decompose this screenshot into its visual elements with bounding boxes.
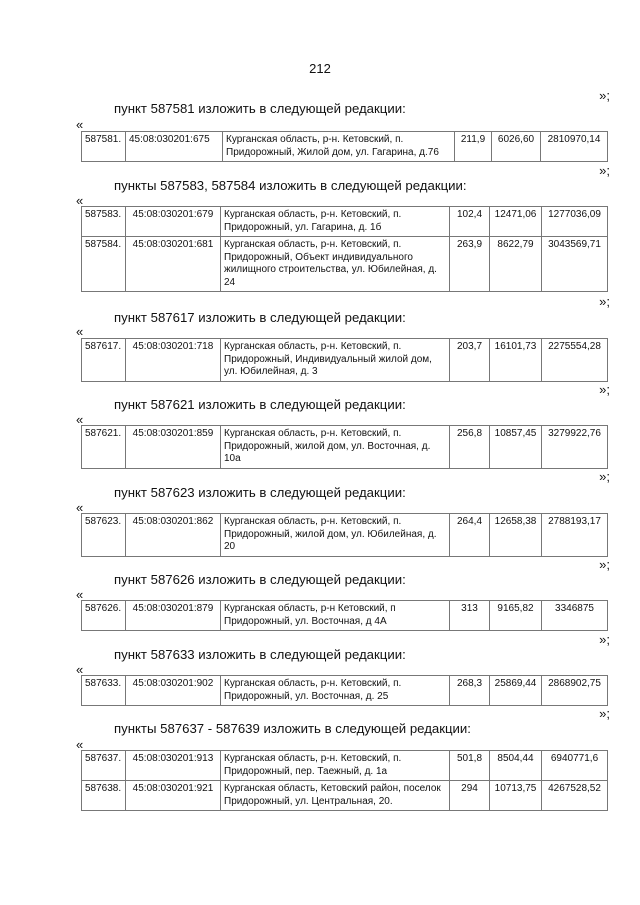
registry-table (81, 338, 608, 382)
unit-price: 12471,06 (490, 207, 542, 237)
registry-table (81, 131, 608, 162)
cadastral-number: 45:08:030201:679 (126, 207, 221, 237)
closing-quote: »; (599, 382, 610, 397)
row-number: 587621. (82, 426, 126, 469)
area: 203,7 (450, 339, 490, 382)
table-row (82, 426, 608, 469)
unit-price: 10857,45 (490, 426, 542, 469)
cadastral-number: 45:08:030201:902 (126, 676, 221, 706)
area: 102,4 (450, 207, 490, 237)
area: 263,9 (450, 237, 490, 292)
table-row (82, 339, 608, 382)
row-number: 587617. (82, 339, 126, 382)
area: 264,4 (450, 514, 490, 557)
section-intro: пункт 587633 изложить в следующей редакции: (114, 647, 406, 662)
table-row (82, 601, 608, 631)
area: 256,8 (450, 426, 490, 469)
unit-price: 12658,38 (490, 514, 542, 557)
section-intro: пункт 587626 изложить в следующей редакции: (114, 572, 406, 587)
registry-table (81, 600, 608, 631)
area: 501,8 (450, 751, 490, 781)
cadastral-value: 2868902,75 (542, 676, 608, 706)
address: Курганская область, р-н. Кетовский, п. Придорожный, жилой дом, ул. Восточная, д. 10а (221, 426, 450, 469)
unit-price: 16101,73 (490, 339, 542, 382)
address: Курганская область, р-н. Кетовский, п. Придорожный, Объект индивидуального жилищного строительства, ул. Юбилейная, д. 24 (221, 237, 450, 292)
closing-quote: »; (599, 88, 610, 103)
table-row (82, 781, 608, 811)
row-number: 587637. (82, 751, 126, 781)
opening-quote: « (76, 500, 84, 515)
opening-quote: « (76, 587, 84, 602)
closing-quote: »; (599, 469, 610, 484)
cadastral-value: 1277036,09 (542, 207, 608, 237)
unit-price: 25869,44 (490, 676, 542, 706)
cadastral-value: 3279922,76 (542, 426, 608, 469)
area: 294 (450, 781, 490, 811)
cadastral-value: 2275554,28 (542, 339, 608, 382)
section-intro: пункты 587583, 587584 изложить в следующей редакции: (114, 178, 467, 193)
section-intro: пункт 587617 изложить в следующей редакции: (114, 310, 406, 325)
address: Курганская область, Кетовский район, поселок Придорожный, ул. Центральная, 20. (221, 781, 450, 811)
closing-quote: »; (599, 632, 610, 647)
unit-price: 8622,79 (490, 237, 542, 292)
address: Курганская область, р-н. Кетовский, п. Придорожный, Жилой дом, ул. Гагарина, д.76 (223, 132, 455, 162)
address: Курганская область, р-н. Кетовский, п. Придорожный, пер. Таежный, д. 1а (221, 751, 450, 781)
cadastral-value: 6940771,6 (542, 751, 608, 781)
area: 211,9 (455, 132, 492, 162)
cadastral-value: 3043569,71 (542, 237, 608, 292)
opening-quote: « (76, 117, 84, 132)
cadastral-number: 45:08:030201:718 (126, 339, 221, 382)
opening-quote: « (76, 737, 84, 752)
row-number: 587581. (82, 132, 126, 162)
section-intro: пункт 587621 изложить в следующей редакции: (114, 397, 406, 412)
address: Курганская область, р-н Кетовский, п Придорожный, ул. Восточная, д 4А (221, 601, 450, 631)
table-row (82, 207, 608, 237)
cadastral-number: 45:08:030201:921 (126, 781, 221, 811)
table-row (82, 751, 608, 781)
row-number: 587583. (82, 207, 126, 237)
section-intro: пункт 587623 изложить в следующей редакции: (114, 485, 406, 500)
unit-price: 10713,75 (490, 781, 542, 811)
table-row (82, 132, 608, 162)
cadastral-number: 45:08:030201:913 (126, 751, 221, 781)
closing-quote: »; (599, 557, 610, 572)
address: Курганская область, р-н. Кетовский, п. Придорожный, жилой дом, ул. Юбилейная, д. 20 (221, 514, 450, 557)
cadastral-number: 45:08:030201:862 (126, 514, 221, 557)
page-number: 212 (309, 61, 331, 76)
opening-quote: « (76, 193, 84, 208)
area: 268,3 (450, 676, 490, 706)
cadastral-value: 4267528,52 (542, 781, 608, 811)
registry-table (81, 425, 608, 469)
section-intro: пункты 587637 - 587639 изложить в следующей редакции: (114, 721, 471, 736)
cadastral-number: 45:08:030201:675 (126, 132, 223, 162)
cadastral-number: 45:08:030201:681 (126, 237, 221, 292)
unit-price: 8504,44 (490, 751, 542, 781)
table-row (82, 237, 608, 292)
section-intro: пункт 587581 изложить в следующей редакции: (114, 101, 406, 116)
row-number: 587584. (82, 237, 126, 292)
closing-quote: »; (599, 706, 610, 721)
row-number: 587626. (82, 601, 126, 631)
opening-quote: « (76, 662, 84, 677)
row-number: 587623. (82, 514, 126, 557)
cadastral-value: 2788193,17 (542, 514, 608, 557)
opening-quote: « (76, 324, 84, 339)
row-number: 587638. (82, 781, 126, 811)
area: 313 (450, 601, 490, 631)
closing-quote: »; (599, 294, 610, 309)
cadastral-number: 45:08:030201:879 (126, 601, 221, 631)
closing-quote: »; (599, 163, 610, 178)
registry-table (81, 513, 608, 557)
address: Курганская область, р-н. Кетовский, п. Придорожный, ул. Восточная, д. 25 (221, 676, 450, 706)
cadastral-value: 2810970,14 (541, 132, 608, 162)
table-row (82, 676, 608, 706)
registry-table (81, 750, 608, 811)
registry-table (81, 206, 608, 292)
opening-quote: « (76, 412, 84, 427)
unit-price: 6026,60 (492, 132, 541, 162)
cadastral-number: 45:08:030201:859 (126, 426, 221, 469)
row-number: 587633. (82, 676, 126, 706)
unit-price: 9165,82 (490, 601, 542, 631)
address: Курганская область, р-н. Кетовский, п. Придорожный, Индивидуальный жилой дом, ул. Юбилейная, д. 3 (221, 339, 450, 382)
table-row (82, 514, 608, 557)
cadastral-value: 3346875 (542, 601, 608, 631)
address: Курганская область, р-н. Кетовский, п. Придорожный, ул. Гагарина, д. 1б (221, 207, 450, 237)
registry-table (81, 675, 608, 706)
